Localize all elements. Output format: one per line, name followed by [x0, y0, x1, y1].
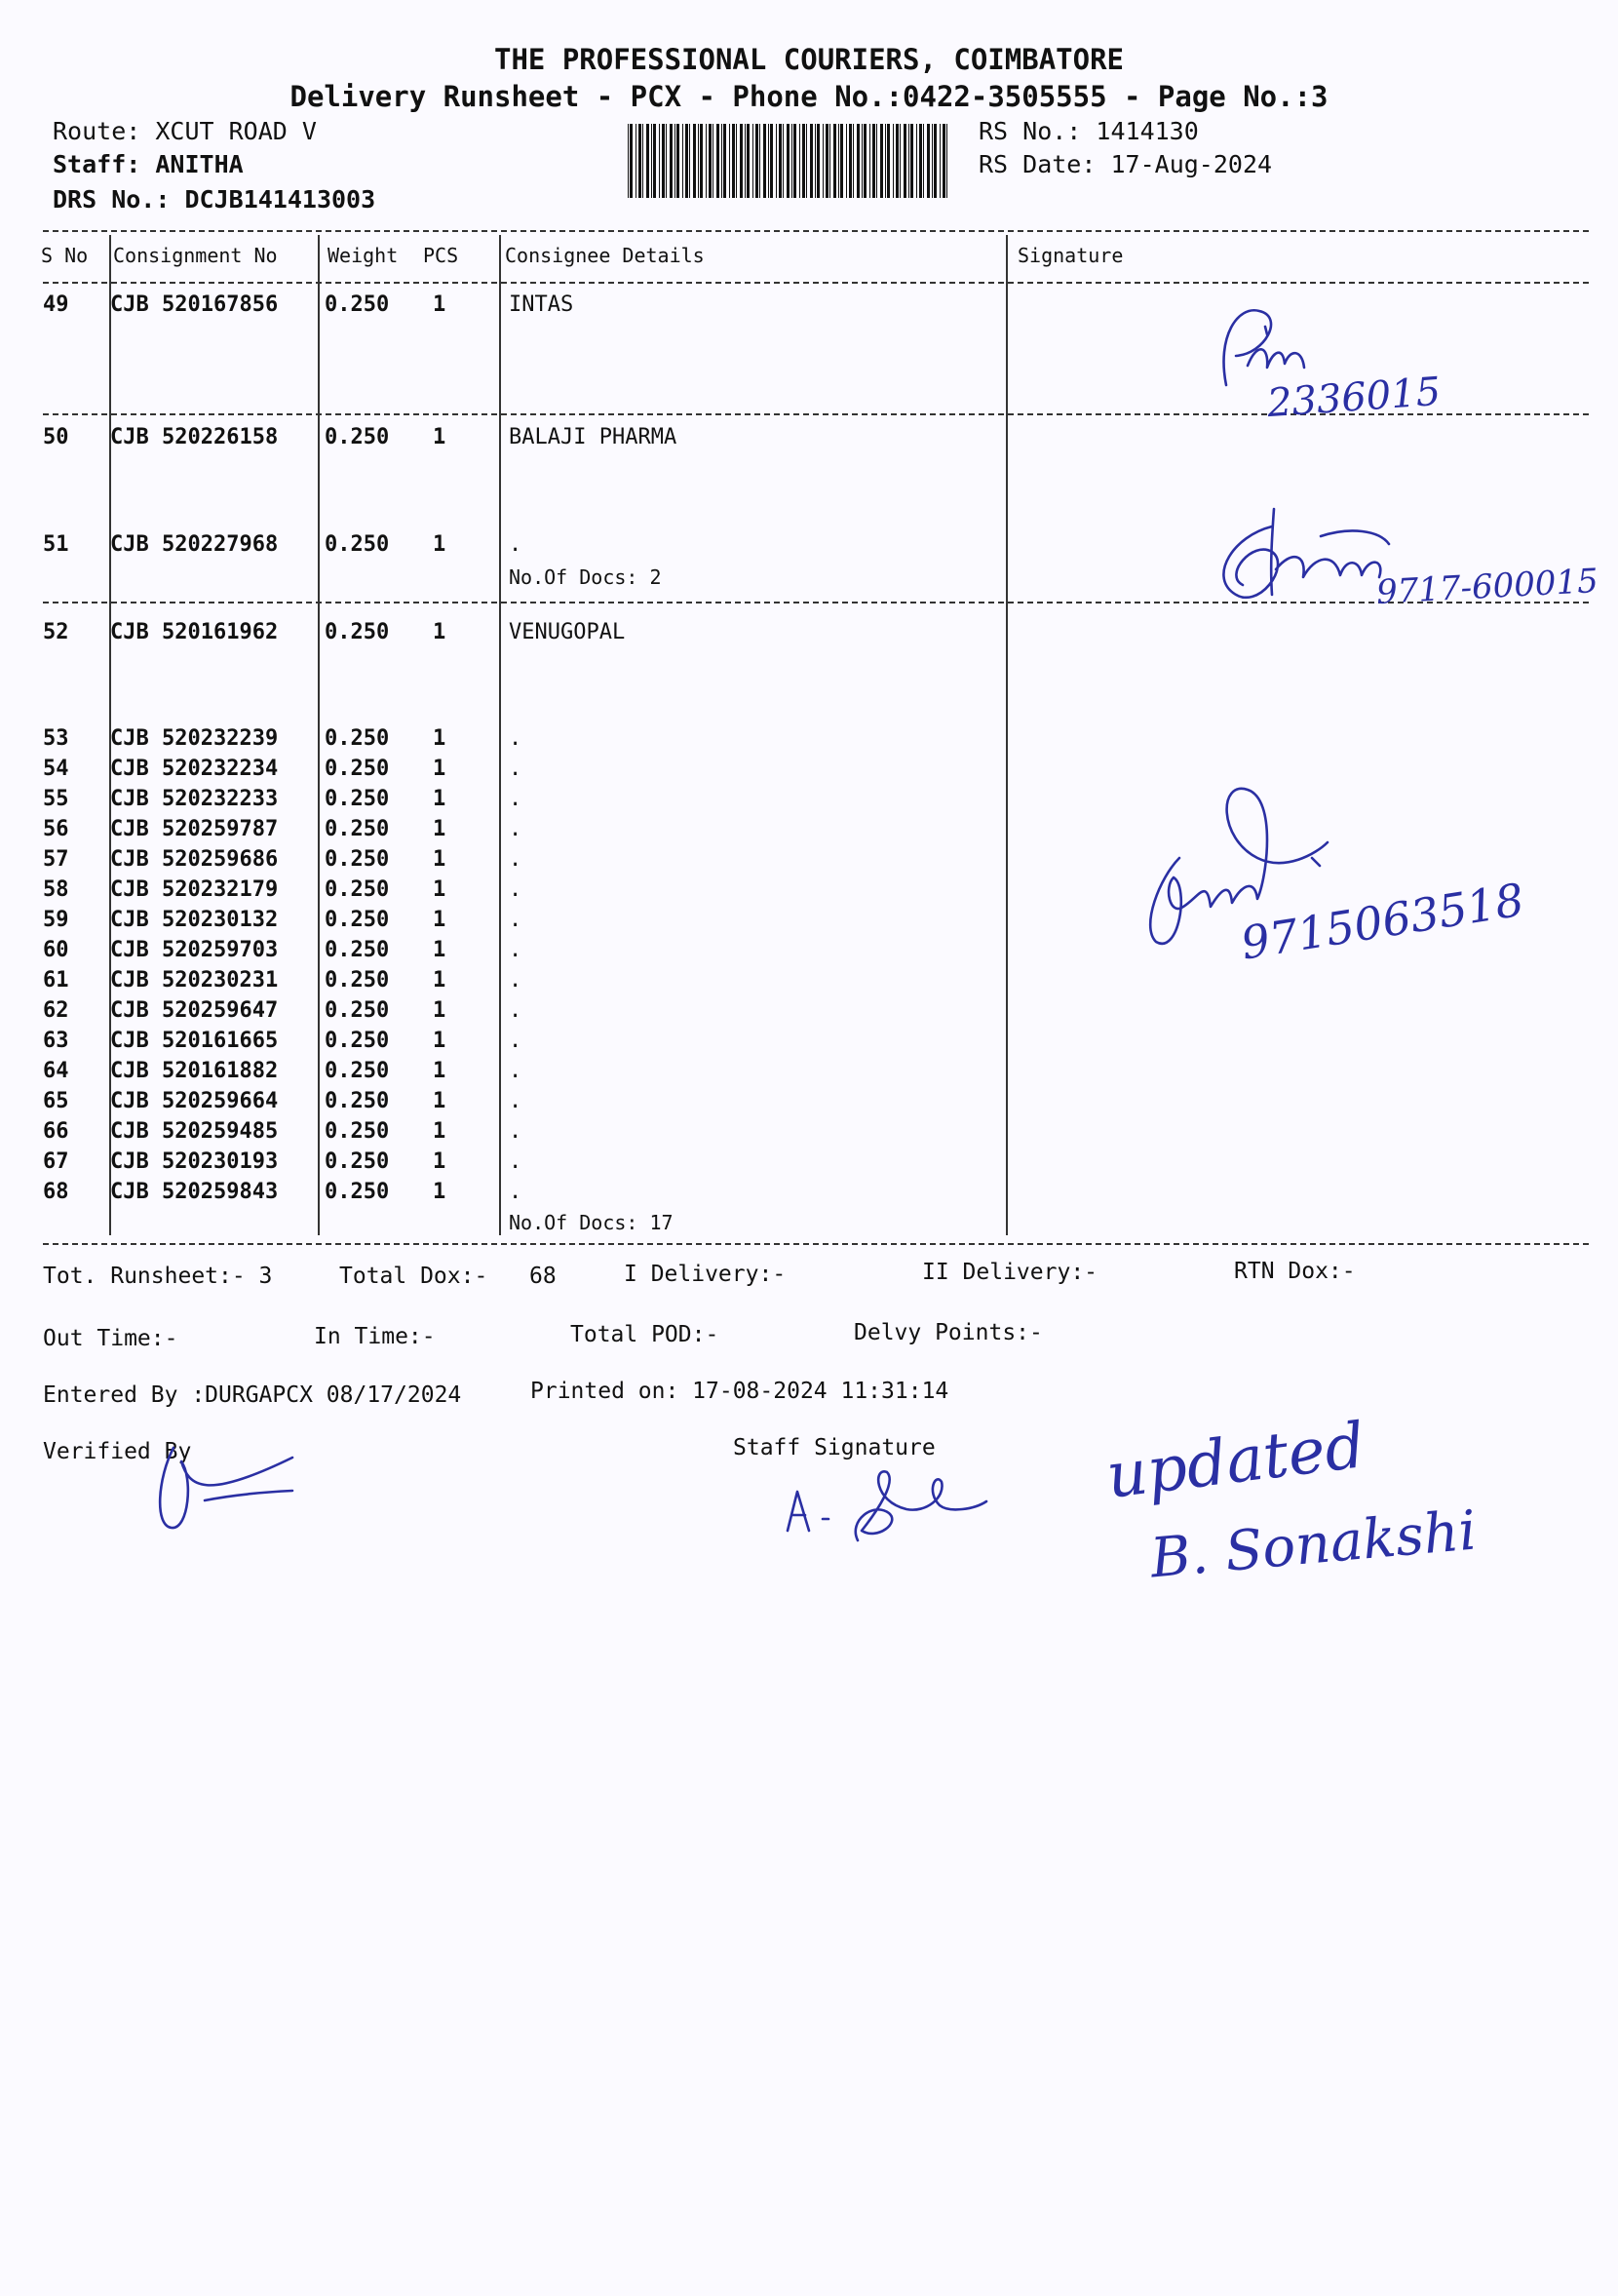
barcode-bar [651, 124, 652, 198]
cell-cno: CJB 520232239 [110, 726, 279, 751]
barcode-bar [923, 124, 924, 198]
cell-sno: 54 [43, 757, 69, 781]
verified-by-label: Verified By [43, 1439, 192, 1464]
cell-weight: 0.250 [325, 817, 390, 841]
barcode-bar [900, 124, 901, 198]
staff-field [53, 150, 244, 178]
col-header-sno: S No [41, 244, 89, 267]
cell-pcs: 1 [433, 757, 446, 781]
barcode-bar [896, 124, 899, 198]
barcode-bar [849, 124, 852, 198]
cell-consignee: . [509, 908, 522, 932]
cell-cno: CJB 520259664 [110, 1089, 279, 1113]
cell-cno: CJB 520230132 [110, 908, 279, 932]
barcode-bar [869, 124, 870, 198]
cell-cno: CJB 520230193 [110, 1149, 279, 1174]
cell-pcs: 1 [433, 726, 446, 751]
i-delivery-label: I Delivery:- [624, 1262, 787, 1287]
cell-sno: 50 [43, 425, 69, 449]
cell-cno: CJB 520232234 [110, 757, 279, 781]
cell-sno: 63 [43, 1029, 69, 1053]
cell-sno: 51 [43, 532, 69, 557]
barcode-bar [770, 124, 773, 198]
cell-weight: 0.250 [325, 292, 390, 317]
cell-consignee: INTAS [509, 292, 574, 317]
total-pod-label: Total POD:- [570, 1322, 719, 1347]
cell-weight: 0.250 [325, 1059, 390, 1083]
cell-pcs: 1 [433, 292, 446, 317]
cell-cno: CJB 520161882 [110, 1059, 279, 1083]
barcode-bar [826, 124, 828, 198]
cell-consignee: . [509, 1059, 522, 1083]
barcode-bar [642, 124, 643, 198]
col-divider [499, 235, 501, 1235]
barcode-bar [700, 124, 703, 198]
barcode-bar [747, 124, 750, 198]
runsheet-subtitle: Delivery Runsheet - PCX - Phone No.:0422-3505555 - Page No.:3 [289, 80, 1329, 113]
barcode-bar [776, 124, 777, 198]
cell-consignee: . [509, 968, 522, 992]
cell-weight: 0.250 [325, 877, 390, 902]
delvy-points-label: Delvy Points:- [854, 1320, 1043, 1345]
cell-sno: 67 [43, 1149, 69, 1174]
barcode-bar [689, 124, 690, 198]
barcode-bar [880, 124, 883, 198]
barcode-bar [927, 124, 930, 198]
barcode-bar [840, 124, 843, 198]
barcode-bar [823, 124, 824, 198]
cell-pcs: 1 [433, 877, 446, 902]
in-time-label: In Time:- [314, 1324, 436, 1349]
docs-count-group2: No.Of Docs: 2 [509, 565, 662, 589]
barcode-bar [817, 124, 820, 198]
barcode-bar [723, 124, 726, 198]
total-dox-label: Total Dox:- [339, 1264, 488, 1289]
barcode-bar [752, 124, 753, 198]
cell-sno: 52 [43, 620, 69, 644]
barcode-bar [919, 124, 922, 198]
col-header-consignee: Consignee Details [505, 244, 705, 267]
cell-consignee: . [509, 532, 522, 557]
rs-no-field [979, 117, 1199, 145]
cell-consignee: . [509, 1180, 522, 1204]
cell-consignee: VENUGOPAL [509, 620, 626, 644]
cell-pcs: 1 [433, 1059, 446, 1083]
cell-consignee: . [509, 1089, 522, 1113]
cell-weight: 0.250 [325, 938, 390, 962]
barcode-bar [653, 124, 656, 198]
col-divider [1006, 235, 1008, 1235]
cell-cno: CJB 520259485 [110, 1119, 279, 1144]
barcode-bar [779, 124, 782, 198]
cell-cno: CJB 520232233 [110, 787, 279, 811]
cell-pcs: 1 [433, 1089, 446, 1113]
barcode-bar [638, 124, 641, 198]
barcode-bar [887, 124, 890, 198]
staff-signature-label: Staff Signature [733, 1435, 936, 1460]
cell-sno: 68 [43, 1180, 69, 1204]
barcode-bar [763, 124, 766, 198]
cell-cno: CJB 520259703 [110, 938, 279, 962]
cell-weight: 0.250 [325, 1149, 390, 1174]
barcode-bar [916, 124, 917, 198]
barcode-bar [810, 124, 813, 198]
table-header-rule [43, 282, 1589, 284]
barcode-bar [893, 124, 894, 198]
cell-consignee: . [509, 1149, 522, 1174]
cell-pcs: 1 [433, 425, 446, 449]
cell-cno: CJB 520167856 [110, 292, 279, 317]
barcode-bar [745, 124, 746, 198]
cell-sno: 60 [43, 938, 69, 962]
barcode-bar [872, 124, 875, 198]
cell-pcs: 1 [433, 938, 446, 962]
cell-consignee: . [509, 817, 522, 841]
ii-delivery-label: II Delivery:- [922, 1260, 1098, 1285]
cell-weight: 0.250 [325, 1180, 390, 1204]
barcode-bar [791, 124, 792, 198]
cell-pcs: 1 [433, 1180, 446, 1204]
staff-signature [780, 1462, 1014, 1560]
barcode-bar [759, 124, 760, 198]
col-divider [318, 235, 320, 1235]
barcode-bar [662, 124, 665, 198]
barcode-bar [706, 124, 707, 198]
cell-pcs: 1 [433, 968, 446, 992]
cell-weight: 0.250 [325, 1119, 390, 1144]
cell-cno: CJB 520232179 [110, 877, 279, 902]
barcode-bar [829, 124, 830, 198]
barcode-bar [693, 124, 696, 198]
cell-sno: 53 [43, 726, 69, 751]
cell-pcs: 1 [433, 1119, 446, 1144]
cell-weight: 0.250 [325, 847, 390, 872]
barcode-bar [768, 124, 769, 198]
cell-pcs: 1 [433, 787, 446, 811]
verifier-signature [146, 1419, 312, 1536]
cell-weight: 0.250 [325, 757, 390, 781]
barcode-bar [833, 124, 836, 198]
table-bottom-rule [43, 1243, 1589, 1245]
barcode-bar [846, 124, 847, 198]
barcode-bar [630, 124, 633, 198]
cell-consignee: BALAJI PHARMA [509, 425, 677, 449]
barcode-bar [783, 124, 784, 198]
total-dox-value: 68 [529, 1264, 557, 1289]
rtn-dox-label: RTN Dox:- [1234, 1259, 1356, 1284]
cell-sno: 49 [43, 292, 69, 317]
cell-weight: 0.250 [325, 968, 390, 992]
route-value: XCUT ROAD V [155, 117, 317, 145]
cell-cno: CJB 520161962 [110, 620, 279, 644]
col-header-signature: Signature [1018, 244, 1124, 267]
barcode-bar [674, 124, 675, 198]
drs-value: DCJB141413003 [184, 185, 376, 214]
drs-label: DRS No.: [53, 185, 171, 214]
barcode-bar [946, 124, 947, 198]
barcode-bar [940, 124, 941, 198]
barcode-bar [646, 124, 649, 198]
barcode-bar [721, 124, 722, 198]
cell-pcs: 1 [433, 1029, 446, 1053]
staff-label: Staff: [53, 150, 141, 178]
cell-consignee: . [509, 847, 522, 872]
rs-date-value: 17-Aug-2024 [1110, 150, 1273, 178]
cell-sno: 55 [43, 787, 69, 811]
barcode-bar [876, 124, 877, 198]
col-header-pcs: PCS [423, 244, 459, 267]
cell-pcs: 1 [433, 908, 446, 932]
cell-consignee: . [509, 1119, 522, 1144]
barcode-bar [793, 124, 796, 198]
barcode-bar [802, 124, 805, 198]
rs-date-field [979, 150, 1272, 178]
barcode-bar [908, 124, 909, 198]
annotation-initials: B. Sonakshi [1147, 1498, 1480, 1591]
cell-consignee: . [509, 757, 522, 781]
drs-field [53, 185, 375, 214]
barcode-bar [729, 124, 730, 198]
cell-sno: 57 [43, 847, 69, 872]
barcode-bar [740, 124, 743, 198]
entered-by: Entered By :DURGAPCX 08/17/2024 [43, 1382, 462, 1408]
barcode-bar [670, 124, 673, 198]
cell-pcs: 1 [433, 998, 446, 1023]
barcode-bar [864, 124, 867, 198]
barcode-bar [815, 124, 816, 198]
barcode-bar [732, 124, 735, 198]
cell-weight: 0.250 [325, 998, 390, 1023]
barcode-bar [628, 124, 629, 198]
barcode-bar [838, 124, 839, 198]
company-title: THE PROFESSIONAL COURIERS, COIMBATORE [493, 43, 1124, 76]
route-field [53, 117, 317, 145]
col-header-weight: Weight [327, 244, 399, 267]
cell-cno: CJB 520226158 [110, 425, 279, 449]
out-time-label: Out Time:- [43, 1326, 178, 1351]
cell-consignee: . [509, 1029, 522, 1053]
barcode-bar [932, 124, 933, 198]
cell-weight: 0.250 [325, 1029, 390, 1053]
barcode-bar [736, 124, 737, 198]
cell-weight: 0.250 [325, 726, 390, 751]
barcode-bar [682, 124, 683, 198]
cell-cno: CJB 520259787 [110, 817, 279, 841]
cell-pcs: 1 [433, 620, 446, 644]
printed-on: Printed on: 17-08-2024 11:31:14 [530, 1379, 949, 1404]
staff-value: ANITHA [155, 150, 244, 178]
barcode-bar [676, 124, 679, 198]
rs-date-label: RS Date: [979, 150, 1097, 178]
cell-pcs: 1 [433, 847, 446, 872]
consignee-signature-3-number: 9715063518 [1237, 873, 1528, 970]
cell-sno: 66 [43, 1119, 69, 1144]
barcode-bar [862, 124, 863, 198]
cell-cno: CJB 520230231 [110, 968, 279, 992]
consignee-signature-2-number: 9717-600015 [1375, 562, 1599, 612]
barcode-bar [885, 124, 886, 198]
col-header-consignment: Consignment No [113, 244, 278, 267]
tot-runsheet: Tot. Runsheet:- 3 [43, 1264, 273, 1289]
cell-consignee: . [509, 998, 522, 1023]
cell-sno: 58 [43, 877, 69, 902]
barcode-bar [666, 124, 667, 198]
cell-consignee: . [509, 726, 522, 751]
cell-consignee: . [509, 787, 522, 811]
cell-consignee: . [509, 877, 522, 902]
cell-pcs: 1 [433, 532, 446, 557]
barcode-bar [685, 124, 688, 198]
cell-consignee: . [509, 938, 522, 962]
annotation-updated: updated [1102, 1410, 1369, 1513]
cell-weight: 0.250 [325, 787, 390, 811]
barcode-bar [857, 124, 860, 198]
cell-cno: CJB 520259647 [110, 998, 279, 1023]
cell-sno: 59 [43, 908, 69, 932]
cell-cno: CJB 520227968 [110, 532, 279, 557]
barcode-bar [709, 124, 712, 198]
barcode-bar [910, 124, 913, 198]
table-top-rule [43, 230, 1589, 232]
cell-weight: 0.250 [325, 620, 390, 644]
cell-cno: CJB 520259843 [110, 1180, 279, 1204]
docs-count-group4: No.Of Docs: 17 [509, 1211, 674, 1234]
barcode-bar [943, 124, 945, 198]
barcode-bar [853, 124, 854, 198]
cell-sno: 56 [43, 817, 69, 841]
barcode-bar [806, 124, 807, 198]
barcode-bar [659, 124, 660, 198]
cell-cno: CJB 520259686 [110, 847, 279, 872]
cell-sno: 61 [43, 968, 69, 992]
rs-no-value: 1414130 [1096, 117, 1199, 145]
barcode-bar [755, 124, 758, 198]
cell-sno: 64 [43, 1059, 69, 1083]
route-label: Route: [53, 117, 141, 145]
cell-pcs: 1 [433, 1149, 446, 1174]
barcode-bar [698, 124, 699, 198]
cell-weight: 0.250 [325, 1089, 390, 1113]
cell-weight: 0.250 [325, 532, 390, 557]
consignee-signature-1-number: 2336015 [1265, 369, 1443, 427]
barcode-bar [904, 124, 906, 198]
barcode-bar [799, 124, 800, 198]
barcode-bar [787, 124, 790, 198]
barcode-bar [934, 124, 937, 198]
cell-cno: CJB 520161665 [110, 1029, 279, 1053]
cell-pcs: 1 [433, 817, 446, 841]
rs-no-label: RS No.: [979, 117, 1082, 145]
barcode-image [626, 124, 952, 200]
cell-weight: 0.250 [325, 425, 390, 449]
barcode-bar [716, 124, 719, 198]
cell-sno: 62 [43, 998, 69, 1023]
cell-sno: 65 [43, 1089, 69, 1113]
cell-weight: 0.250 [325, 908, 390, 932]
